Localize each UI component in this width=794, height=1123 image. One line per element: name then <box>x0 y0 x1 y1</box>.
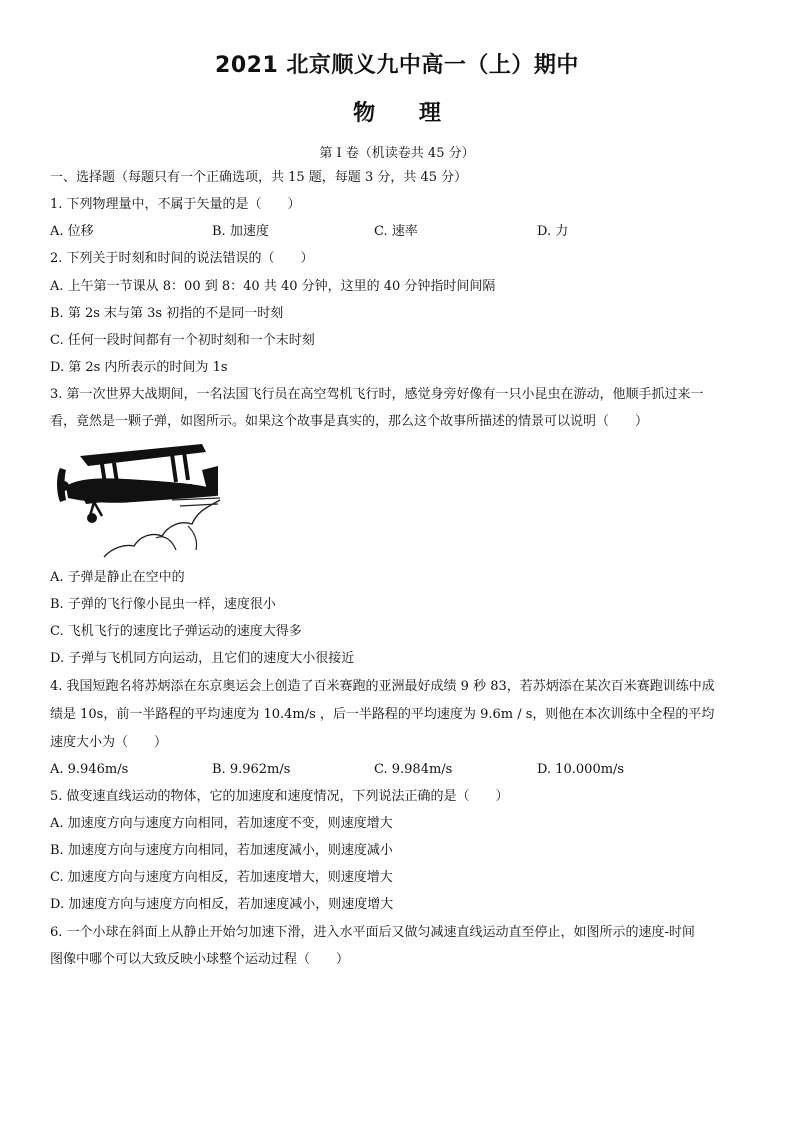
cloud-outline-2 <box>156 526 197 550</box>
q5-option-a: A. 加速度方向与速度方向相同，若加速度不变，则速度增大 <box>50 816 393 831</box>
q5-option-c: C. 加速度方向与速度方向相反，若加速度增大，则速度增大 <box>50 870 393 885</box>
q4-option-a: A. 9.946m/s <box>50 762 129 777</box>
q4-stem-line-1: 4. 我国短跑名将苏炳添在东京奥运会上创造了百米赛跑的亚洲最好成绩 9 秒 83，若苏炳添在某次百米赛跑训练中成 <box>50 679 715 694</box>
q3-stem-line-1: 3. 第一次世界大战期间，一名法国飞行员在高空驾机飞行时，感觉身旁好像有一只小昆虫在游动，他顺手抓过来一 <box>50 387 704 402</box>
q5-option-d: D. 加速度方向与速度方向相反，若加速度减小，则速度增大 <box>50 897 394 912</box>
q1-stem: 1. 下列物理量中，不属于矢量的是（ ） <box>50 197 301 212</box>
q5-stem: 5. 做变速直线运动的物体，它的加速度和速度情况，下列说法正确的是（ ） <box>50 789 509 804</box>
q2-option-d: D. 第 2s 内所表示的时间为 1s <box>50 360 228 375</box>
q4-option-c: C. 9.984m/s <box>374 762 453 777</box>
q2-stem: 2. 下列关于时刻和时间的说法错误的（ ） <box>50 251 314 266</box>
q6-stem-line-2: 图像中哪个可以大致反映小球整个运动过程（ ） <box>50 952 350 967</box>
cloud-outline <box>104 500 220 557</box>
q1-option-d: D. 力 <box>537 224 569 239</box>
q3-option-d: D. 子弹与飞机同方向运动，且它们的速度大小很接近 <box>50 651 355 666</box>
q3-option-a: A. 子弹是静止在空中的 <box>50 570 185 585</box>
q1-option-c: C. 速率 <box>374 224 418 239</box>
propeller-hub <box>59 481 69 491</box>
q1-options <box>50 223 750 241</box>
q6-stem-line-1: 6. 一个小球在斜面上从静止开始匀加速下滑，进入水平面后又做匀减速直线运动直至停止，如图所示的速度-时间 <box>50 925 695 940</box>
q2-option-c: C. 任何一段时间都有一个初时刻和一个末时刻 <box>50 333 315 348</box>
q3-option-c: C. 飞机飞行的速度比子弹运动的速度大得多 <box>50 624 302 639</box>
q2-option-b: B. 第 2s 末与第 3s 初指的不是同一时刻 <box>50 306 284 321</box>
q4-option-d: D. 10.000m/s <box>537 762 625 777</box>
exam-title: 2021 北京顺义九中高一（上）期中 <box>215 53 579 78</box>
q3-option-b: B. 子弹的飞行像小昆虫一样，速度很小 <box>50 597 276 612</box>
volume-heading: 第 I 卷（机读卷共 45 分） <box>319 146 475 161</box>
q1-option-b: B. 加速度 <box>212 224 269 239</box>
q4-option-b: B. 9.962m/s <box>212 762 291 777</box>
biplane-figure <box>52 440 222 558</box>
speed-lines <box>172 498 220 506</box>
q3-stem-line-2: 看，竟然是一颗子弹，如图所示。如果这个故事是真实的，那么这个故事所描述的情景可以说明（ ） <box>50 414 649 429</box>
q4-stem-line-3: 速度大小为（ ） <box>50 735 168 750</box>
q2-option-a: A. 上午第一节课从 8：00 到 8：40 共 40 分钟，这里的 40 分钟指时间间隔 <box>50 279 496 294</box>
subject-title: 物 理 <box>353 101 441 126</box>
q4-stem-line-2: 绩是 10s，前一半路程的平均速度为 10.4m/s ，后一半路程的平均速度为 9.6m / s，则他在本次训练中全程的平均 <box>50 707 715 722</box>
q4-options <box>50 761 750 779</box>
q1-option-a: A. 位移 <box>50 224 94 239</box>
wheel <box>87 513 97 523</box>
q5-option-b: B. 加速度方向与速度方向相同，若加速度减小，则速度减小 <box>50 843 393 858</box>
section-heading: 一、选择题（每题只有一个正确选项，共 15 题，每题 3 分，共 45 分） <box>50 170 468 185</box>
